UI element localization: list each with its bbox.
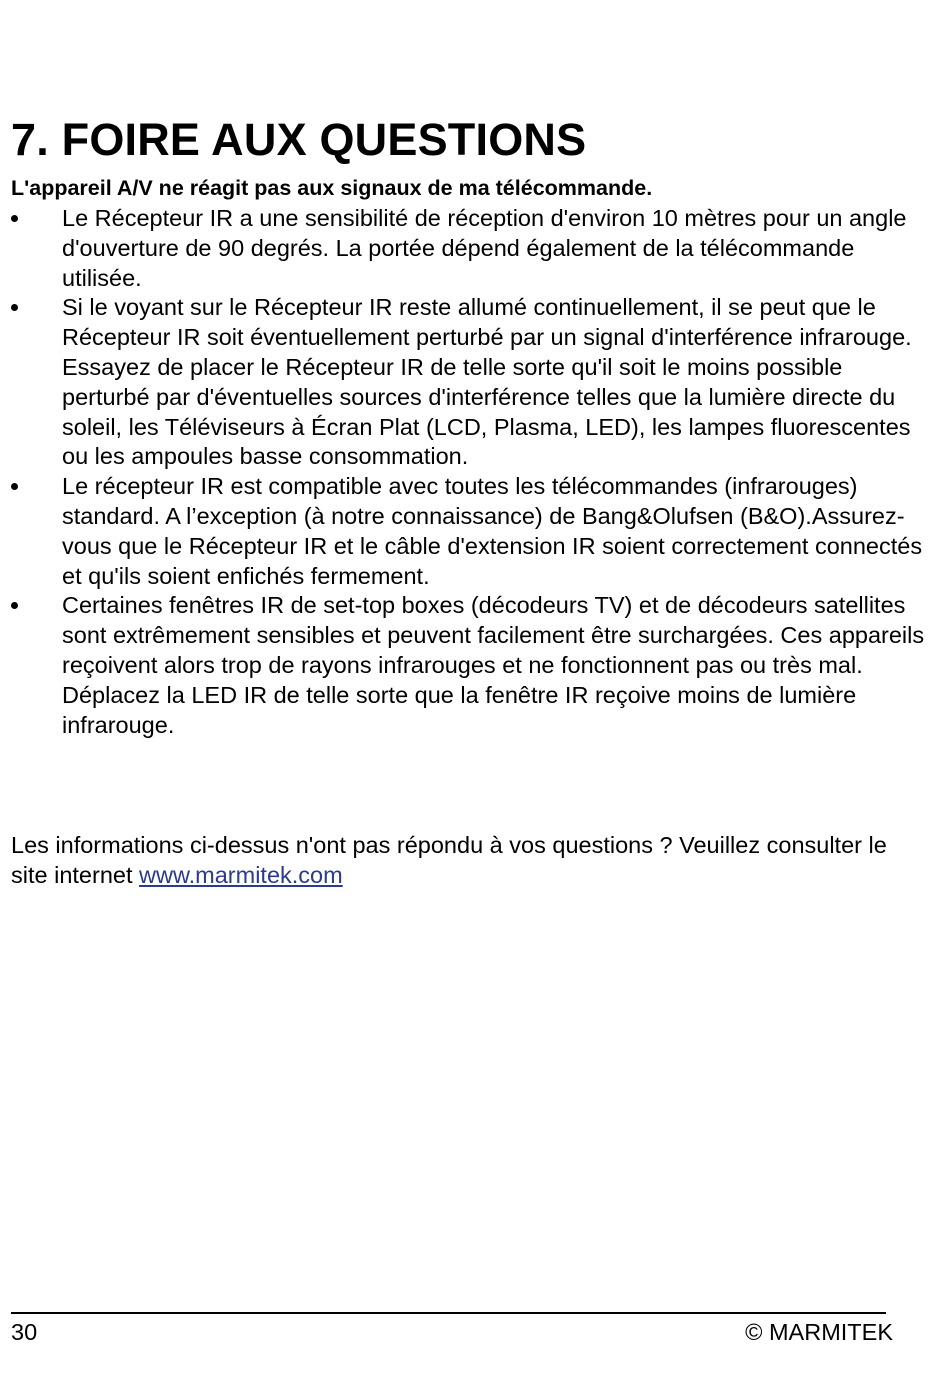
list-item (0, 204, 930, 293)
footer-divider (11, 1312, 886, 1314)
list-item-text: Si le voyant sur le Récepteur IR reste allumé continuellement, il se peut que le Récepteur IR soit éventuellement perturbé par un signal d'interférence infrarouge. Essayez de placer le Récepteur IR de telle sorte qu'il soit le moins possible perturbé par d'éventuelles sources d'interférence telles que la lumière directe du soleil, les Téléviseurs à Écran Plat (LCD, Plasma, LED), les lampes fluorescentes ou les ampoules basse consommation. (62, 294, 912, 470)
list-item-text: Le récepteur IR est compatible avec toutes les télécommandes (infrarouges) standard. A l’exception (à notre connaissance) de Bang&Olufsen (B&O).Assurez-vous que le Récepteur IR et le câble d'extension IR soient correctement connectés et qu'ils soient enfichés fermement. (62, 473, 923, 589)
bullet-icon (11, 304, 18, 311)
closing-paragraph (11, 831, 891, 891)
question-heading: L'appareil A/V ne réagit pas aux signaux de ma télécommande. (11, 176, 653, 200)
list-item (0, 591, 930, 740)
bullet-icon (11, 215, 18, 222)
website-link[interactable]: www.marmitek.com (139, 861, 343, 888)
answer-list (0, 204, 930, 740)
list-item (0, 293, 930, 472)
closing-text: Les informations ci-dessus n'ont pas répondu à vos questions ? Veuillez consulter le site internet (11, 832, 887, 888)
list-item-text: Certaines fenêtres IR de set-top boxes (décodeurs TV) et de décodeurs satellites sont extrêmement sensibles et peuvent facilement être surchargées. Ces appareils reçoivent alors trop de rayons infrarouges et ne fonctionnent pas ou très mal. Déplacez la LED IR de telle sorte que la fenêtre IR reçoive moins de lumière infrarouge. (62, 592, 925, 738)
copyright-notice: © MARMITEK (745, 1319, 893, 1345)
list-item-text: Le Récepteur IR a une sensibilité de réception d'environ 10 mètres pour un angle d'ouverture de 90 degrés. La portée dépend également de la télécommande utilisée. (62, 205, 907, 291)
list-item (0, 472, 930, 591)
bullet-icon (11, 602, 18, 609)
page-number: 30 (11, 1319, 38, 1345)
page-title: 7. FOIRE AUX QUESTIONS (11, 114, 587, 165)
bullet-icon (11, 483, 18, 490)
